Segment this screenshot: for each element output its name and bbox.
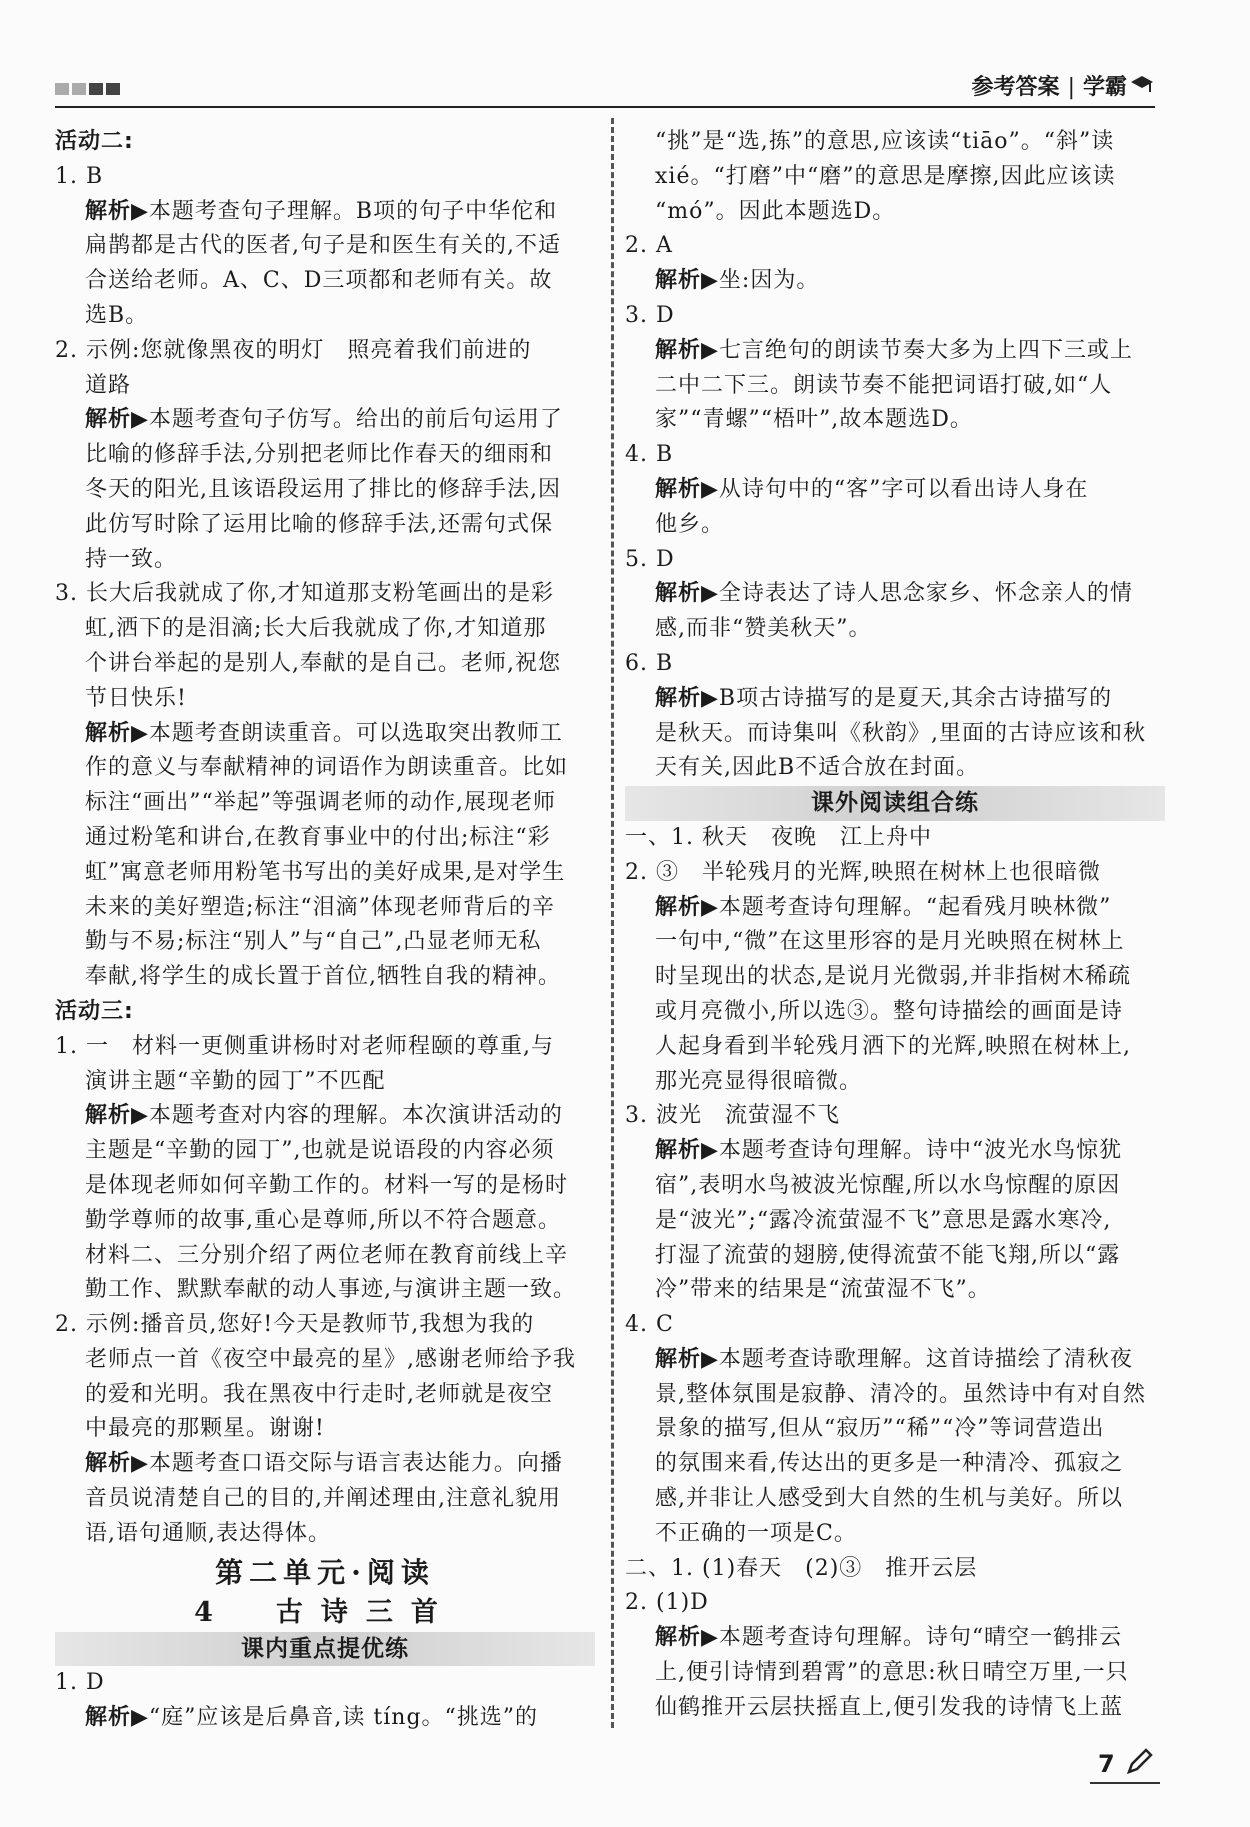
line-text: 2. A bbox=[625, 233, 673, 259]
line-text: 3. 波光 流萤湿不飞 bbox=[625, 1103, 840, 1129]
text-line bbox=[625, 577, 1165, 612]
line-text: 2. 示例:播音员,您好!今天是教师节,我想为我的 bbox=[55, 1312, 535, 1338]
line-text: 持一致。 bbox=[85, 546, 178, 572]
line-text: 本题考查朗读重音。可以选取突出教师工 bbox=[148, 720, 563, 746]
line-text: 的爱和光明。我在黑夜中行走时,老师就是夜空 bbox=[85, 1381, 553, 1407]
text-line bbox=[625, 160, 1165, 195]
line-text: 主题是“辛勤的园丁”,也就是说语段的内容必须 bbox=[85, 1138, 555, 1164]
line-text: 课内重点提优练 bbox=[241, 1635, 409, 1662]
line-text: 通过粉笔和讲台,在教育事业中的付出;标注“彩 bbox=[85, 824, 551, 850]
line-text: 选B。 bbox=[85, 302, 149, 328]
text-line bbox=[625, 1412, 1165, 1447]
text-line bbox=[625, 717, 1165, 752]
line-text: 冷”带来的结果是“流萤湿不飞”。 bbox=[655, 1277, 991, 1303]
text-line bbox=[55, 1099, 595, 1134]
line-text: 冬天的阳光,且该语段运用了排比的修辞手法,因 bbox=[85, 476, 561, 502]
line-text: 不正确的一项是C。 bbox=[655, 1520, 857, 1546]
text-line bbox=[55, 195, 595, 230]
text-line bbox=[55, 125, 595, 160]
text-line bbox=[55, 299, 595, 334]
line-text: 未来的美好塑造;标注“泪滴”体现老师背后的辛 bbox=[85, 894, 555, 920]
text-line bbox=[55, 1065, 595, 1100]
line-text: 仙鹤推开云层扶摇直上,便引发我的诗情飞上蓝 bbox=[655, 1694, 1123, 1720]
answer-label: 参考答案 bbox=[971, 75, 1060, 100]
text-line bbox=[55, 960, 595, 995]
text-line bbox=[625, 1447, 1165, 1482]
line-text: 本题考查诗句理解。“起看残月映林微” bbox=[718, 894, 1112, 920]
line-text: 1. B bbox=[55, 163, 104, 189]
text-line bbox=[625, 508, 1165, 543]
text-line bbox=[55, 1308, 595, 1343]
line-text: 坐:因为。 bbox=[718, 268, 820, 294]
text-line bbox=[625, 543, 1165, 578]
text-line bbox=[55, 508, 595, 543]
line-text: 他乡。 bbox=[655, 511, 725, 537]
line-text: 演讲主题“辛勤的园丁”不匹配 bbox=[85, 1068, 386, 1094]
line-text: 二、1. (1)春天 (2)③ 推开云层 bbox=[625, 1555, 978, 1581]
text-line bbox=[55, 717, 595, 752]
left-column bbox=[55, 125, 595, 1736]
line-text: 那光亮显得很暗微。 bbox=[655, 1068, 863, 1094]
text-line bbox=[55, 1273, 595, 1308]
line-text: 个讲台举起的是别人,奉献的是自己。老师,祝您 bbox=[85, 650, 561, 676]
line-text: B项古诗描写的是夏天,其余古诗描写的 bbox=[718, 685, 1113, 711]
analysis-tag: 解析▶ bbox=[85, 720, 149, 746]
line-text: 天有关,因此B不适合放在封面。 bbox=[655, 755, 980, 781]
text-line bbox=[55, 612, 595, 647]
line-text: 家”“青螺”“梧叶”,故本题选D。 bbox=[655, 407, 973, 433]
text-line bbox=[55, 1594, 595, 1632]
text-line bbox=[55, 334, 595, 369]
text-line bbox=[625, 264, 1165, 299]
text-line bbox=[625, 786, 1165, 821]
line-text: 勤学尊师的故事,重心是尊师,所以不符合题意。 bbox=[85, 1207, 561, 1233]
text-line bbox=[55, 891, 595, 926]
text-line bbox=[625, 125, 1165, 160]
line-text: 景象的描写,但从“寂历”“稀”“冷”等词营造出 bbox=[655, 1416, 1105, 1442]
text-line bbox=[55, 856, 595, 891]
text-line bbox=[625, 1169, 1165, 1204]
line-text: 虹,洒下的是泪滴;长大后我就成了你,才知道那 bbox=[85, 616, 547, 642]
text-line bbox=[625, 1586, 1165, 1621]
text-line bbox=[625, 195, 1165, 230]
line-text: 道路 bbox=[85, 372, 132, 398]
line-text: 宿”,表明水鸟被波光惊醒,所以水鸟惊醒的原因 bbox=[655, 1172, 1121, 1198]
line-text: 二中二下三。朗读节奏不能把词语打破,如“人 bbox=[655, 372, 1113, 398]
line-text: 一、1. 秋天 夜晚 江上舟中 bbox=[625, 824, 932, 850]
text-line bbox=[55, 1169, 595, 1204]
text-line bbox=[55, 821, 595, 856]
text-line bbox=[625, 438, 1165, 473]
analysis-tag: 解析▶ bbox=[85, 1451, 149, 1477]
text-line bbox=[625, 1621, 1165, 1656]
text-line bbox=[55, 1666, 595, 1701]
line-text: 课外阅读组合练 bbox=[811, 790, 979, 817]
text-line bbox=[55, 647, 595, 682]
line-text: 2. ③ 半轮残月的光辉,映照在树林上也很暗微 bbox=[625, 859, 1101, 885]
text-line bbox=[625, 1656, 1165, 1691]
text-line bbox=[55, 438, 595, 473]
line-text: 本题考查口语交际与语言表达能力。向播 bbox=[148, 1451, 563, 1477]
text-line bbox=[625, 229, 1165, 264]
text-line bbox=[55, 1030, 595, 1065]
line-text: 3. D bbox=[625, 302, 675, 328]
text-line bbox=[55, 751, 595, 786]
line-text: 本题考查诗句理解。诗中“波光水鸟惊犹 bbox=[718, 1138, 1123, 1164]
line-text: 景,整体氛围是寂静、清冷的。虽然诗中有对自然 bbox=[655, 1381, 1146, 1407]
right-column bbox=[625, 125, 1165, 1726]
line-text: 或月亮微小,所以选③。整句诗描绘的画面是诗 bbox=[655, 998, 1123, 1024]
text-line bbox=[55, 369, 595, 404]
line-text: 本题考查句子仿写。给出的前后句运用了 bbox=[148, 407, 563, 433]
line-text: 5. D bbox=[625, 546, 675, 572]
analysis-tag: 解析▶ bbox=[85, 1705, 149, 1731]
text-line bbox=[625, 1099, 1165, 1134]
text-line bbox=[625, 891, 1165, 926]
text-line bbox=[55, 1204, 595, 1239]
text-line bbox=[625, 403, 1165, 438]
line-text: 4. B bbox=[625, 442, 674, 468]
line-text: 2. (1)D bbox=[625, 1590, 709, 1616]
text-line bbox=[55, 995, 595, 1030]
line-text: 是“波光”;“露冷流萤湿不飞”意思是露水寒冷, bbox=[655, 1207, 1112, 1233]
analysis-tag: 解析▶ bbox=[655, 581, 719, 607]
line-text: 3. 长大后我就成了你,才知道那支粉笔画出的是彩 bbox=[55, 581, 554, 607]
line-text: 全诗表达了诗人思念家乡、怀念亲人的情 bbox=[718, 581, 1133, 607]
text-line bbox=[625, 369, 1165, 404]
line-text: 上,便引诗情到碧霄”的意思:秋日晴空万里,一只 bbox=[655, 1660, 1129, 1686]
line-text: 中最亮的那颗星。谢谢! bbox=[85, 1416, 325, 1442]
line-text: 奉献,将学生的成长置于首位,牺牲自我的精神。 bbox=[85, 964, 561, 990]
line-text: “mó”。因此本题选D。 bbox=[655, 198, 896, 224]
text-line bbox=[625, 299, 1165, 334]
text-line bbox=[625, 995, 1165, 1030]
text-line bbox=[625, 925, 1165, 960]
analysis-tag: 解析▶ bbox=[655, 476, 719, 502]
text-line bbox=[625, 1378, 1165, 1413]
line-text: xié。“打磨”中“磨”的意思是摩擦,因此应该读 bbox=[655, 163, 1116, 189]
line-text: 本题考查诗歌理解。这首诗描绘了清秋夜 bbox=[718, 1346, 1133, 1372]
line-text: 勤工作、默默奉献的动人事迹,与演讲主题一致。 bbox=[85, 1277, 576, 1303]
line-text: 活动二: bbox=[55, 129, 134, 154]
page-header bbox=[55, 70, 1155, 106]
text-line bbox=[55, 1482, 595, 1517]
text-line bbox=[55, 1552, 595, 1594]
header-right: 参考答案 | 学霸 bbox=[972, 70, 1155, 101]
graduation-cap-icon bbox=[1129, 74, 1155, 96]
text-line bbox=[55, 1701, 595, 1736]
line-text: 是秋天。而诗集叫《秋韵》,里面的古诗应该和秋 bbox=[655, 720, 1146, 746]
line-text: 从诗句中的“客”字可以看出诗人身在 bbox=[718, 476, 1089, 502]
line-text: 4. C bbox=[625, 1312, 674, 1338]
line-text: 活动三: bbox=[55, 998, 134, 1024]
text-line bbox=[55, 160, 595, 195]
text-line bbox=[625, 856, 1165, 891]
text-line bbox=[625, 647, 1165, 682]
text-line bbox=[55, 925, 595, 960]
line-text: 作的意义与奉献精神的词语作为朗读重音。比如 bbox=[85, 755, 569, 781]
text-line bbox=[55, 264, 595, 299]
text-line bbox=[625, 1691, 1165, 1726]
text-line bbox=[625, 1308, 1165, 1343]
analysis-tag: 解析▶ bbox=[655, 1138, 719, 1164]
line-text: 标注“画出”“举起”等强调老师的动作,展现老师 bbox=[85, 790, 556, 816]
text-line bbox=[625, 334, 1165, 369]
text-line bbox=[55, 229, 595, 264]
brand-name: 学霸 bbox=[1082, 75, 1127, 100]
line-text: 感,并非让人感受到大自然的生机与美好。所以 bbox=[655, 1486, 1123, 1512]
text-line bbox=[625, 1552, 1165, 1587]
analysis-tag: 解析▶ bbox=[655, 1625, 719, 1651]
text-line bbox=[625, 1343, 1165, 1378]
analysis-tag: 解析▶ bbox=[655, 337, 719, 363]
text-line bbox=[625, 1517, 1165, 1552]
line-text: “庭”应该是后鼻音,读 tíng。“挑选”的 bbox=[148, 1705, 539, 1731]
line-text: 七言绝句的朗读节奏大多为上四下三或上 bbox=[718, 337, 1133, 363]
text-line bbox=[625, 473, 1165, 508]
line-text: 材料二、三分别介绍了两位老师在教育前线上辛 bbox=[85, 1242, 569, 1268]
text-line bbox=[625, 682, 1165, 717]
text-line bbox=[625, 1239, 1165, 1274]
line-text: 人起身看到半轮残月洒下的光辉,映照在树林上, bbox=[655, 1033, 1131, 1059]
line-text: 1. D bbox=[55, 1670, 105, 1696]
line-text: 虹”寓意老师用粉笔书写出的美好成果,是对学生 bbox=[85, 859, 566, 885]
analysis-tag: 解析▶ bbox=[85, 198, 149, 224]
line-text: 是体现老师如何辛勤工作的。材料一写的是杨时 bbox=[85, 1172, 569, 1198]
text-line bbox=[55, 473, 595, 508]
line-text: 本题考查句子理解。B项的句子中华佗和 bbox=[148, 198, 558, 224]
text-line bbox=[55, 1134, 595, 1169]
pencil-icon bbox=[1125, 1746, 1155, 1776]
line-text: 语,语句通顺,表达得体。 bbox=[85, 1520, 331, 1546]
text-line bbox=[55, 682, 595, 717]
text-line bbox=[625, 1030, 1165, 1065]
line-text: 打湿了流萤的翅膀,使得流萤不能飞翔,所以“露 bbox=[655, 1242, 1121, 1268]
line-text: 一句中,“微”在这里形容的是月光映照在树林上 bbox=[655, 929, 1125, 955]
line-text: 2. 示例:您就像黑夜的明灯 照亮着我们前进的 bbox=[55, 337, 532, 363]
analysis-tag: 解析▶ bbox=[655, 685, 719, 711]
text-line bbox=[625, 1273, 1165, 1308]
line-text: 老师点一首《夜空中最亮的星》,感谢老师给予我 bbox=[85, 1346, 576, 1372]
text-line bbox=[55, 1378, 595, 1413]
header-decoration bbox=[55, 80, 123, 99]
analysis-tag: 解析▶ bbox=[655, 1346, 719, 1372]
analysis-tag: 解析▶ bbox=[85, 407, 149, 433]
text-line bbox=[625, 1065, 1165, 1100]
analysis-tag: 解析▶ bbox=[655, 268, 719, 294]
text-line bbox=[625, 612, 1165, 647]
text-line bbox=[625, 1482, 1165, 1517]
text-line bbox=[55, 786, 595, 821]
text-line bbox=[55, 1239, 595, 1274]
text-line bbox=[625, 960, 1165, 995]
line-text: 此仿写时除了运用比喻的修辞手法,还需句式保 bbox=[85, 511, 553, 537]
line-text: 4 古诗三首 bbox=[194, 1596, 456, 1628]
text-line bbox=[55, 1447, 595, 1482]
line-text: 音员说清楚自己的目的,并阐述理由,注意礼貌用 bbox=[85, 1486, 561, 1512]
line-text: 6. B bbox=[625, 650, 674, 676]
line-text: 勤与不易;标注“别人”与“自己”,凸显老师无私 bbox=[85, 929, 542, 955]
column-divider bbox=[611, 118, 614, 1728]
line-text: 比喻的修辞手法,分别把老师比作春天的细雨和 bbox=[85, 442, 553, 468]
text-line bbox=[55, 403, 595, 438]
text-line bbox=[55, 1343, 595, 1378]
line-text: 1. 一 材料一更侧重讲杨时对老师程颐的尊重,与 bbox=[55, 1033, 554, 1059]
text-line bbox=[55, 1632, 595, 1667]
page-number: 7 bbox=[1098, 1750, 1115, 1778]
line-text: 本题考查对内容的理解。本次演讲活动的 bbox=[148, 1103, 563, 1129]
text-line bbox=[625, 821, 1165, 856]
analysis-tag: 解析▶ bbox=[655, 894, 719, 920]
text-line bbox=[55, 1412, 595, 1447]
line-text: 节日快乐! bbox=[85, 685, 187, 711]
line-text: 合送给老师。A、C、D三项都和老师有关。故 bbox=[85, 268, 553, 294]
line-text: 本题考查诗句理解。诗句“晴空一鹤排云 bbox=[718, 1625, 1123, 1651]
text-line bbox=[55, 577, 595, 612]
text-line bbox=[625, 751, 1165, 786]
line-text: 第二单元·阅读 bbox=[215, 1555, 435, 1589]
line-text: “挑”是“选,拣”的意思,应该读“tiāo”。“斜”读 bbox=[655, 129, 1115, 154]
analysis-tag: 解析▶ bbox=[85, 1103, 149, 1129]
text-line bbox=[55, 543, 595, 578]
line-text: 时呈现出的状态,是说月光微弱,并非指树木稀疏 bbox=[655, 964, 1131, 990]
line-text: 的氛围来看,传达出的更多是一种清冷、孤寂之 bbox=[655, 1451, 1123, 1477]
line-text: 扁鹊都是古代的医者,句子是和医生有关的,不适 bbox=[85, 233, 561, 259]
text-line bbox=[55, 1517, 595, 1552]
text-line bbox=[625, 1204, 1165, 1239]
text-line bbox=[625, 1134, 1165, 1169]
line-text: 感,而非“赞美秋天”。 bbox=[655, 616, 872, 642]
